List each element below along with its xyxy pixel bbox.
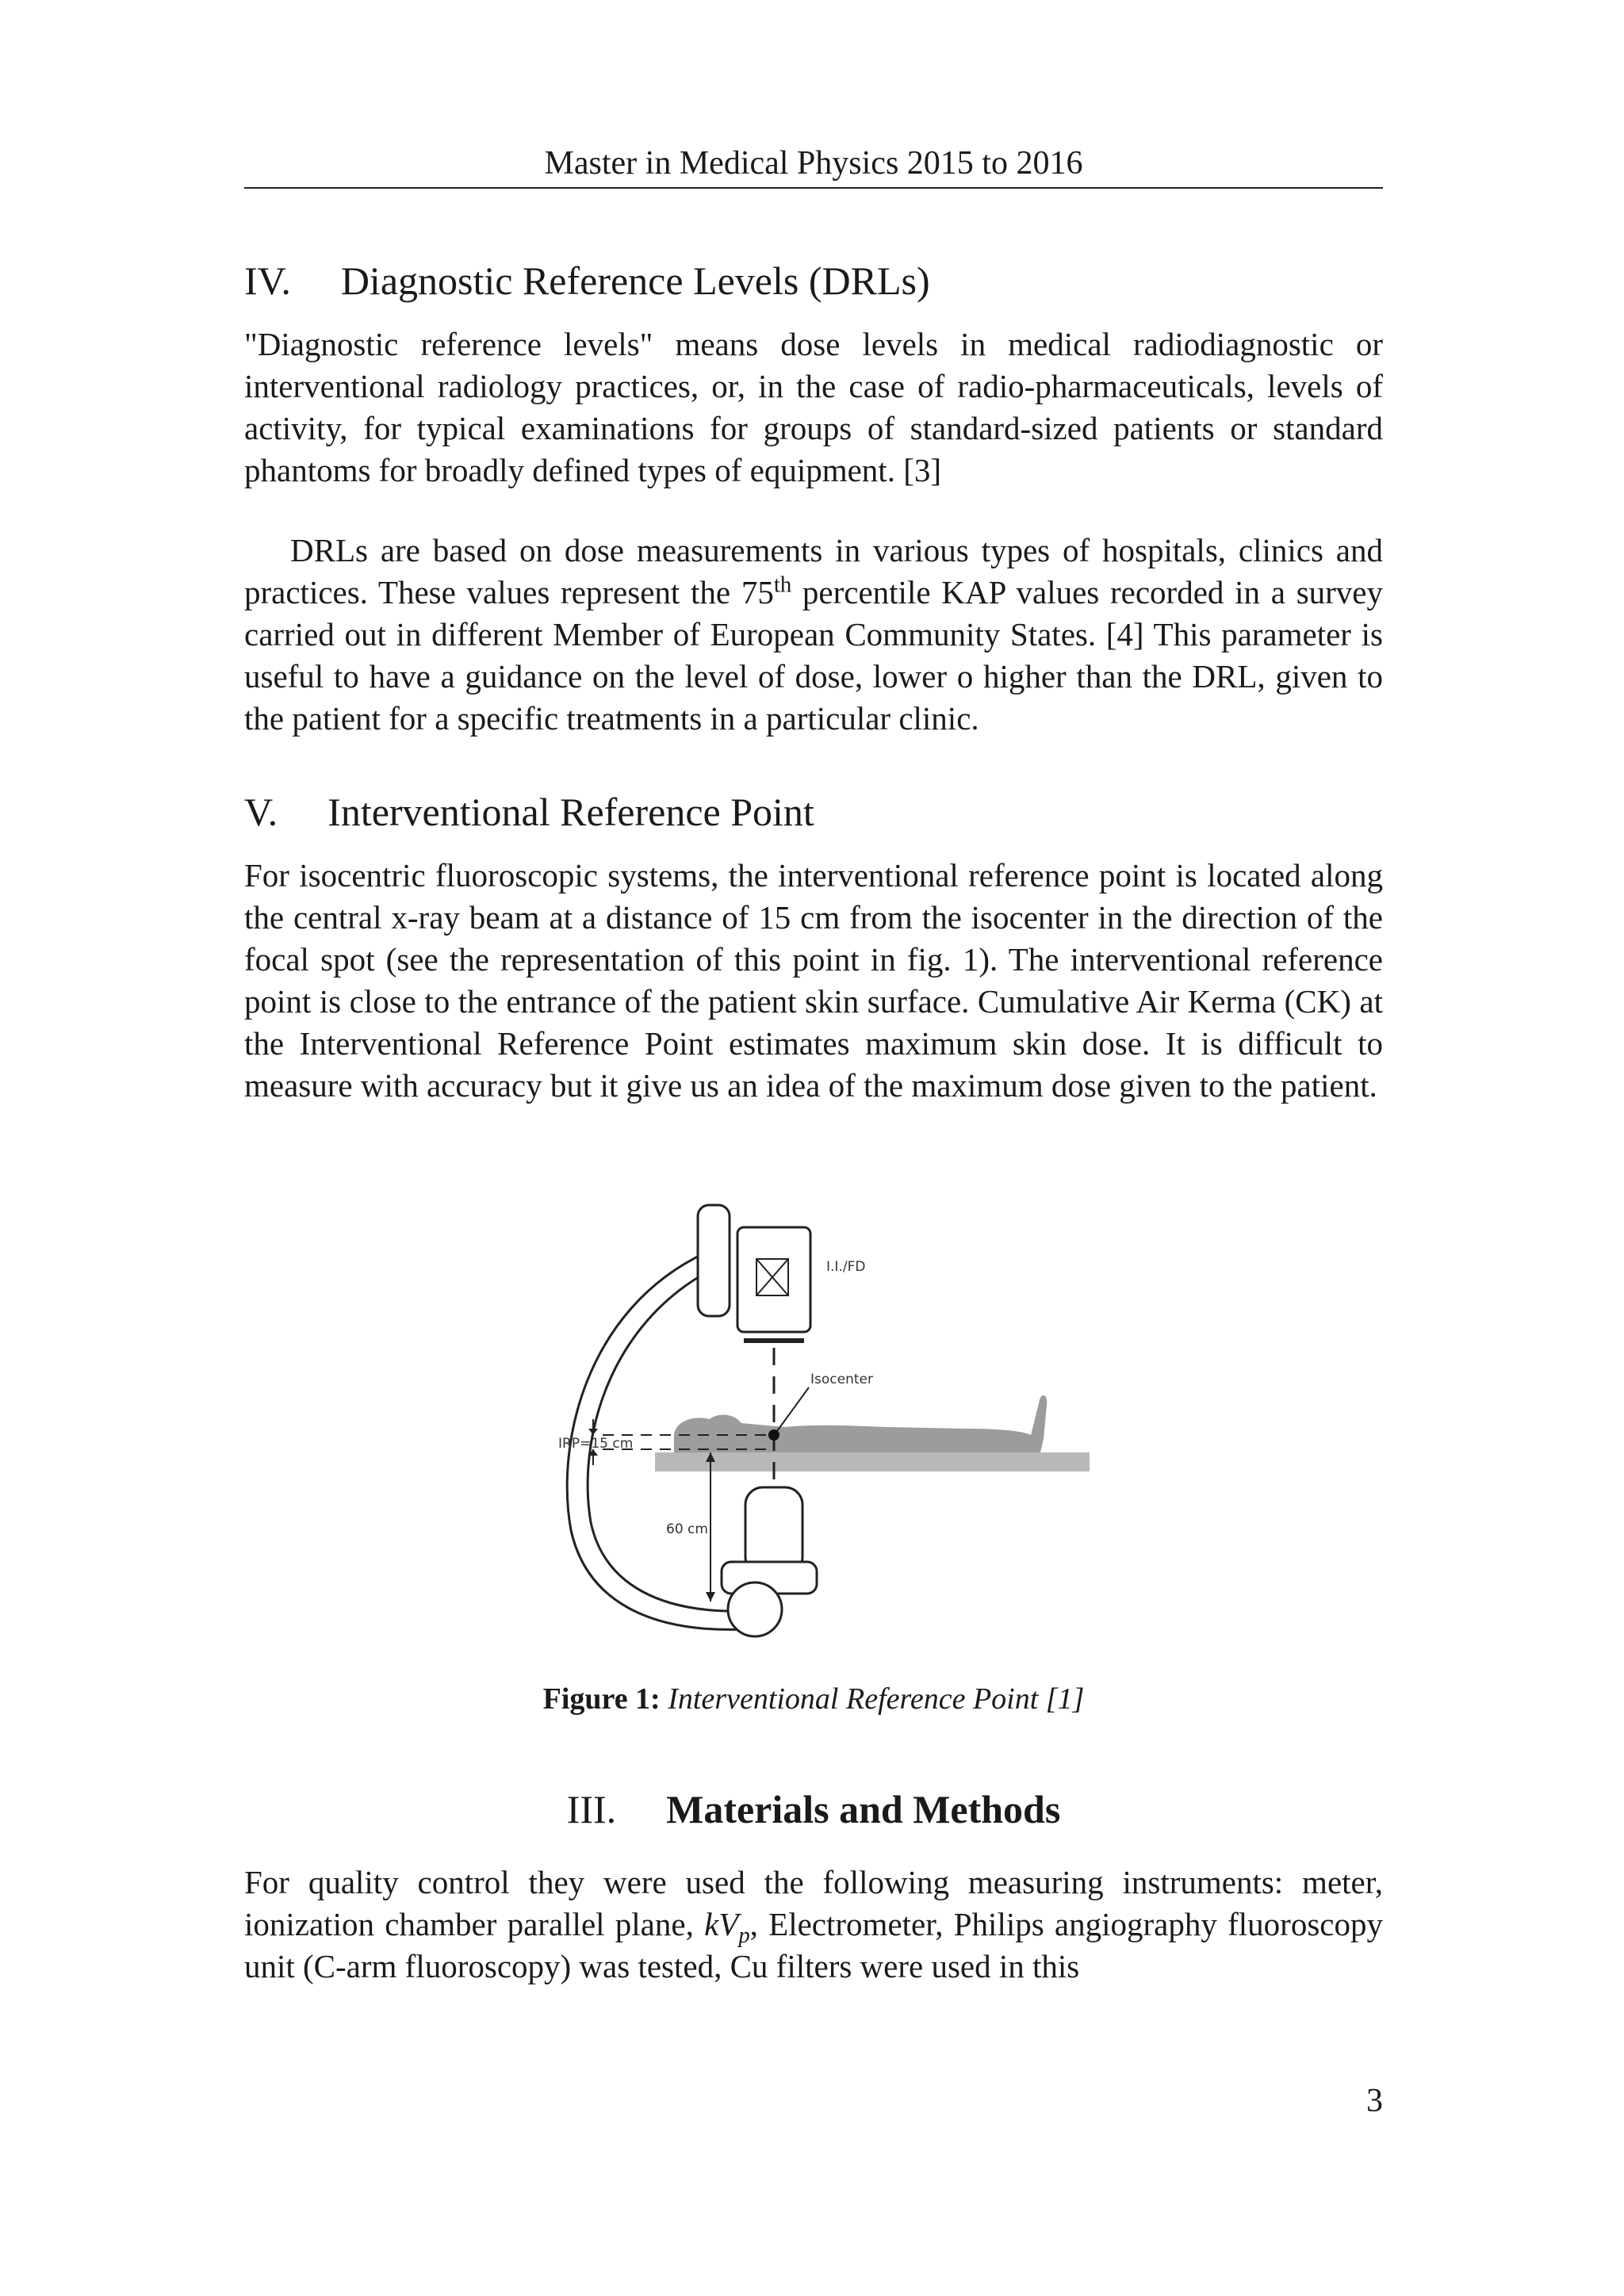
section-number: IV. [244,258,291,303]
section-heading-irp [244,786,814,837]
c-arm-diagram [555,1189,1094,1657]
section-number: V. [244,790,278,834]
isocenter-label: Isocenter [810,1372,873,1387]
header-rule [244,187,1383,189]
methods-paragraph [244,1862,1383,1988]
irp-label: IRP=15 cm [558,1436,634,1452]
distance-arrowhead [706,1592,715,1601]
drl-paragraph-part2: percentile KAP values recorded in a survey carried out in different Member of European Community States. [4] This parameter is useful to have a guidance on the level of dose, lower o higher than the DRL, given to the patient for a specific treatments in a particular clinic. [244,574,1384,737]
methods-paragraph-part1: For quality control they were used the following measuring instruments: meter, ionization chamber parallel plane, [244,1864,1383,1942]
kvp-subscript: p [738,1923,750,1949]
section-title: Materials and Methods [666,1787,1061,1831]
section-title: Diagnostic Reference Levels (DRLs) [340,258,930,303]
isocenter-leader [777,1387,809,1431]
drl-paragraph [244,530,1383,740]
detector-arm-block [698,1205,730,1316]
irp-arrowhead [588,1429,598,1435]
page-number: 3 [1366,2083,1383,2119]
methods-paragraph-part2: , Electrometer, Philips angiography fluoroscopy unit (C-arm fluoroscopy) was tested, Cu filters were used in this [244,1906,1383,1984]
figure-c-arm-diagram [555,1189,1094,1657]
section-heading-drls [244,255,930,306]
section-title: Interventional Reference Point [327,790,814,834]
section-number: III. [566,1787,617,1831]
figure-caption-label: Figure 1: [542,1682,661,1716]
section-heading-methods [244,1784,1383,1835]
patient-table [655,1452,1090,1471]
superscript-th: th [773,572,792,598]
irp-paragraph: For isocentric fluoroscopic systems, the interventional reference point is located along the central x-ray beam at a distance of 15 cm from the isocenter in the direction of the focal spot (see the representation of this point in fig. 1). The interventional reference point is close to the entrance of the patient skin surface. Cumulative Air Kerma (CK) at the Interventional Reference Point estimates maximum skin dose. It is difficult to measure with accuracy but it give us an idea of the maximum dose given to the patient. [244,857,1383,1104]
running-header: Master in Medical Physics 2015 to 2016 [544,145,1083,182]
detector-label: I.I./FD [826,1259,866,1275]
drl-paragraph-part1: DRLs are based on dose measurements in various types of hospitals, clinics and practices. These values represent the 75 [244,532,1383,610]
kvp-symbol: kV [704,1906,739,1942]
tube-source [728,1582,782,1636]
figure-caption-text: Interventional Reference Point [1] [668,1682,1085,1716]
detector-face [744,1338,804,1343]
figure-caption [244,1679,1383,1719]
distance-label: 60 cm [666,1521,708,1537]
patient-silhouette [674,1395,1047,1452]
drl-definition-paragraph: "Diagnostic reference levels" means dose levels in medical radiodiagnostic or interventional radiology practices, or, in the case of radio-pharmaceuticals, levels of activity, for typical examinations for groups of standard-sized patients or standard phantoms for broadly defined types of equipment. [3] [244,326,1383,488]
